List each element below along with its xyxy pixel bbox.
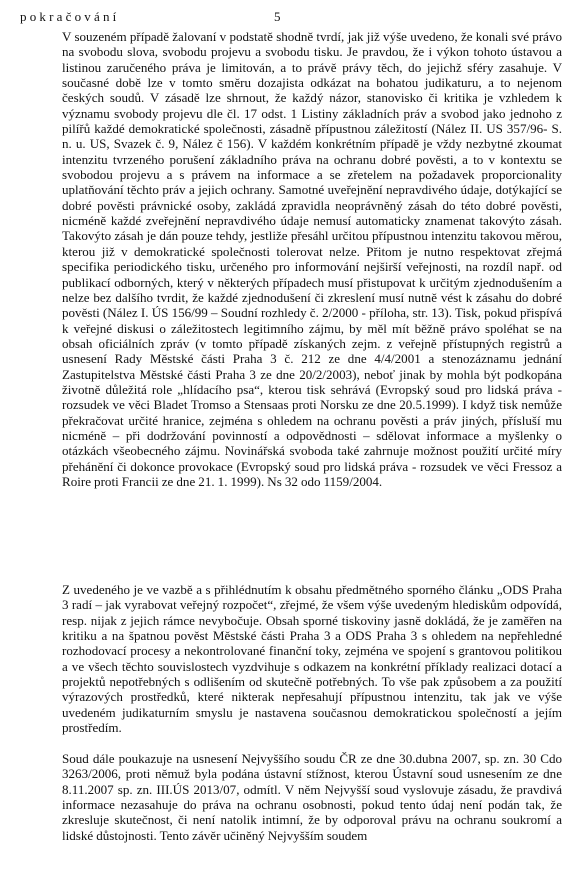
page-number: 5 xyxy=(274,9,281,24)
paragraph-supreme-court-resolution: Soud dále poukazuje na usnesení Nejvyššího soudu ČR ze dne 30.dubna 2007, sp. zn. 30 Cdo 3263/2006, proti němuž byla podána ústavní stížnost, kterou Ústavní soud usnesením ze dne 8.11.2007 sp. zn. III.ÚS 2013/07, odmítl. V něm Nejvyšší soud vyslovuje zásadu, že pravdivá informace nezasahuje do práva na ochranu osobnosti, pokud tento údaj není podán tak, že zkresluje skutečnost, či není natolik intimní, že by odporoval právu na ochranu soukromí a lidské důstojnosti. Tento závěr učiněný Nejvyšším soudem xyxy=(62,751,562,843)
header-continuation-label: pokračování xyxy=(20,9,120,24)
paragraph-freedom-of-speech: V souzeném případě žalovaní v podstatě shodně tvrdí, jak již výše uvedeno, že konali své právo na svobodu slova, svobodu projevu a svobodu tisku. Je pravdou, že i výkon tohoto ústavou a listinou zaručeného práva je limitován, a to právě právy těch, do jejichž sféry zasahuje. V současné době lze v tomto směru dozajista odkázat na bohatou judikaturu, a to nejenom českých soudů. V zásadě lze shrnout, že každý názor, stanovisko či kritika je vzhledem k významu svobody projevu dle čl. 17 odst. 1 Listiny základních práv a svobod jako jednoho z pilířů každé demokratické společnosti, zásadně přípustnou záležitostí (Nález II. US 357/96- S. n. u. US, Svazek č. 9, Nález č 156). V každém konkrétním případě je vždy nezbytné zkoumat intenzitu tvrzeného porušení základního práva na ochranu dobré pověsti, a to v kontextu se svobodou projevu a s právem na informace a se zřetelem na požadavek proporcionality uplatňování těchto práv a jejich ochrany. Samotné uveřejnění nepravdivého údaje, dotýkající se dobré pověsti právnické osoby, zakládá zpravidla neoprávněný zásah do této dobré pověsti, nicméně každé zveřejnění nepravdivého údaje nemusí automaticky znamenat takovýto zásah. Takovýto zásah je dán pouze tehdy, jestliže přesáhl určitou přípustnou intenzitu takovou měrou, kterou již v demokratické společnosti tolerovat nelze. Přitom je nutno respektovat zřejmá specifika periodického tisku, určeného pro informování nejširší veřejnosti, na rozdíl např. od publikací odborných, který v některých případech musí přistupovat k určitým zjednodušením a nelze bez dalšího tvrdit, že každé zjednodušení či zkreslení musí nutně vést k zásahu do dobré pověsti (Nález I. ÚS 156/99 – Soudní rozhledy č. 2/2000 - příloha, str. 13). Tisk, pokud přispívá k veřejné diskusi o záležitostech legitimního zájmu, by měl mít běžně právo spoléhat se na obsah oficiálních zpráv (v tomto případě získaných zejm. z veřejně přístupných registrů a usnesení Rady Městské části Praha 3 č. 212 ze dne 4/4/2001 a stenozáznamu jednání Zastupitelstva Městské části Praha 3 ze dne 20/2/2003), neboť jinak by mohla být podkopána životně důležitá role „hlídacího psa“, kterou tisk sehrává (Evropský soud pro lidská práva - rozsudek ve věci Bladet Tromso a Stensaas proti Norsku ze dne 20.5.1999). I když tisk nemůže překračovat určité hranice, zejména s ohledem na ochranu pověsti a práv jiných, přísluší mu nicméně – při dodržování povinností a odpovědnosti – sdělovat informace a myšlenky o otázkách všeobecného zájmu. Novinářská svoboda také zahrnuje možnost použití určité míry přehánění či dokonce provokace (Evropský soud pro lidská práva - rozsudek ve věci Fressoz a Roire proti Francii ze dne 21. 1. 1999). Ns 32 odo 1159/2004. xyxy=(62,29,562,489)
paragraph-article-assessment: Z uvedeného je ve vazbě a s přihlédnutím k obsahu předmětného sporného článku „ODS Praha 3 radí – jak vyrabovat veřejný rozpočet“, zřejmé, že všem výše uvedeným hlediskům odpovídá, resp. nijak z jejich rámce nevybočuje. Obsah sporné tiskoviny jasně dokládá, že je zaměřen na kritiku a na špatnou pověst Městské části Praha 3 a ODS Praha 3 s ohledem na nepřehledné rozhodovací procesy a nekontrolované finanční toky, zejména ve spojení s grantovou politikou a ve všech těchto souvislostech vyzdvihuje s odkazem na konkrétní příklady realizaci dotací a projektů nepotřebných s odlišením od skutečně potřebných. To vše pak způsobem a za použití výrazových prostředků, které nikterak nepřesahují přípustnou intenzitu, tak jak ve výše uvedeném judikaturním smyslu je nastavena současnou demokratickou společností a jejím prostředím. xyxy=(62,582,562,736)
